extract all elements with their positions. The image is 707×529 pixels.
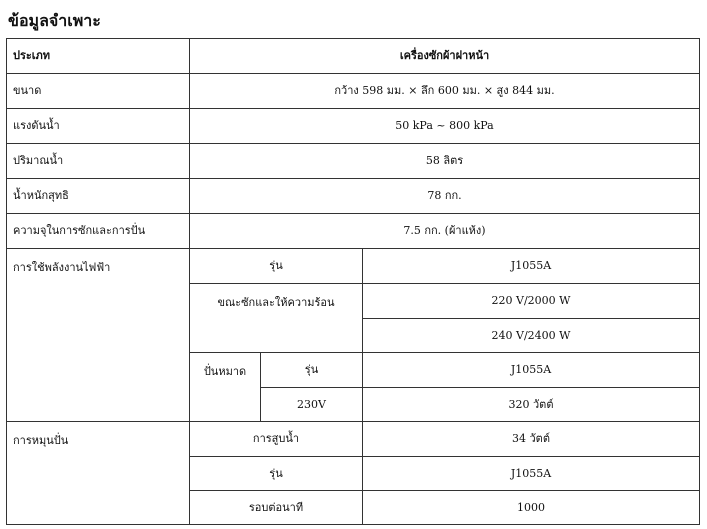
net-weight-label-cell — [6, 178, 190, 214]
power-label: การใช้พลังงานไฟฟ้า — [13, 261, 111, 274]
rpm-value: 1000 — [517, 500, 545, 514]
power-model-label: รุ่น — [269, 259, 283, 272]
spin-model-value: J1055A — [510, 363, 552, 376]
header-label: ประเภท — [13, 49, 51, 62]
spin-watt: 320 วัตต์ — [508, 397, 554, 411]
wash-heat-value-2: 240 V/2400 W — [491, 328, 571, 342]
water-pressure-value-cell — [189, 108, 700, 144]
wash-heat-value-1-cell — [362, 283, 700, 319]
spin-model-label-cell — [260, 352, 363, 388]
spec-table — [6, 38, 700, 525]
spin-model-label: รุ่น — [304, 363, 319, 376]
pump-label-cell — [189, 421, 363, 457]
spin-model-label-2-cell — [189, 456, 363, 491]
water-volume-label-cell — [6, 143, 190, 179]
net-weight-value-cell — [189, 178, 700, 214]
net-weight-value: 78 กก. — [427, 189, 462, 202]
page-title: ข้อมูลจำเพาะ — [8, 11, 101, 30]
spin-label: การหมุนปั่น — [13, 434, 69, 447]
capacity-value-cell — [189, 213, 700, 249]
capacity-value: 7.5 กก. (ผ้าแห้ง) — [403, 224, 486, 237]
wash-heat-value-1: 220 V/2000 W — [491, 294, 571, 307]
spin-model-label-2: รุ่น — [269, 466, 283, 480]
spin-model-value-cell — [362, 352, 700, 388]
spin-voltage-cell — [260, 387, 363, 422]
water-volume-value: 58 ลิตร — [425, 154, 464, 167]
size-value: กว้าง 598 มม. × ลึก 600 มม. × สูง 844 มม. — [334, 84, 555, 97]
size-label: ขนาด — [13, 84, 42, 97]
water-pressure-label-cell — [6, 108, 190, 144]
net-weight-label: น้ำหนักสุทธิ — [13, 189, 69, 202]
capacity-label: ความจุในการซักและการปั่น — [13, 224, 146, 237]
wash-heat-label-cell — [189, 283, 363, 353]
wash-heat-value-2-cell — [362, 318, 700, 353]
water-pressure-value: 50 kPa ~ 800 kPa — [395, 119, 494, 132]
pump-value-cell — [362, 421, 700, 457]
capacity-label-cell — [6, 213, 190, 249]
spin-dry-label-cell — [189, 352, 261, 422]
power-label-cell — [6, 248, 190, 422]
rpm-value-cell — [362, 490, 700, 525]
rpm-label-cell — [189, 490, 363, 525]
power-model-value-cell — [362, 248, 700, 284]
pump-label: การสูบน้ำ — [252, 432, 300, 445]
spin-label-cell — [6, 421, 190, 525]
spin-model-value-2-cell — [362, 456, 700, 491]
header-value: เครื่องซักผ้าฝาหน้า — [399, 49, 490, 62]
pump-value: 34 วัตต์ — [512, 432, 550, 445]
spin-model-value-2: J1055A — [510, 466, 552, 480]
water-volume-value-cell — [189, 143, 700, 179]
power-model-value: J1055A — [510, 259, 552, 272]
wash-heat-label: ขณะซักและให้ความร้อน — [217, 296, 335, 309]
header-label-cell — [6, 38, 190, 74]
size-value-cell — [189, 73, 700, 109]
size-label-cell — [6, 73, 190, 109]
header-value-cell — [189, 38, 700, 74]
water-volume-label: ปริมาณน้ำ — [13, 154, 64, 167]
spin-watt-cell — [362, 387, 700, 422]
power-model-label-cell — [189, 248, 363, 284]
water-pressure-label: แรงดันน้ำ — [13, 119, 60, 132]
spin-voltage: 230V — [297, 397, 326, 411]
spin-dry-label: ปั่นหมาด — [203, 365, 247, 378]
rpm-label: รอบต่อนาที — [248, 500, 304, 514]
